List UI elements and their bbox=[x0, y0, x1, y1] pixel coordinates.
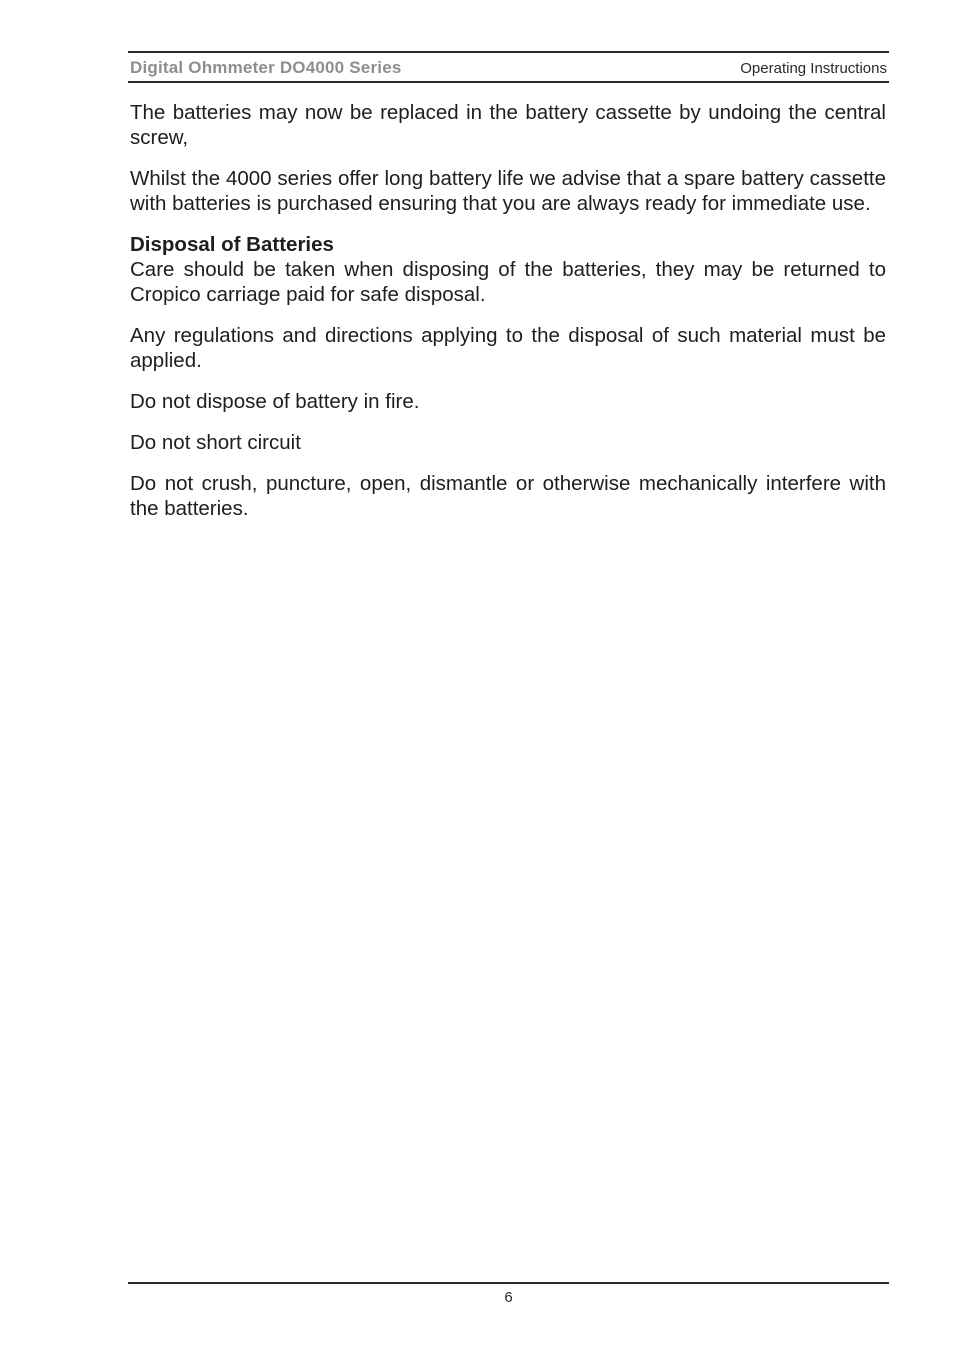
paragraph-regulations: Any regulations and directions applying to the disposal of such material must be applied. bbox=[130, 324, 886, 372]
document-subtitle: Operating Instructions bbox=[740, 60, 887, 77]
paragraph-no-short-circuit: Do not short circuit bbox=[130, 431, 301, 454]
disposal-section bbox=[130, 232, 886, 307]
page-footer bbox=[128, 1282, 889, 1306]
page-header bbox=[128, 51, 889, 83]
page-content bbox=[130, 100, 886, 537]
paragraph-spare-cassette: Whilst the 4000 series offer long battery life we advise that a spare battery cassette with batteries is purchased ensuring that you are always ready for immediate use. bbox=[130, 167, 886, 215]
paragraph-replace-batteries: The batteries may now be replaced in the battery cassette by undoing the central screw, bbox=[130, 101, 886, 149]
document-title: Digital Ohmmeter DO4000 Series bbox=[130, 58, 402, 77]
section-heading-disposal: Disposal of Batteries bbox=[130, 233, 334, 256]
paragraph-disposal-care: Care should be taken when disposing of the batteries, they may be returned to Cropico carriage paid for safe disposal. bbox=[130, 258, 886, 306]
paragraph-no-fire: Do not dispose of battery in fire. bbox=[130, 390, 420, 413]
paragraph-no-crush: Do not crush, puncture, open, dismantle or otherwise mechanically interfere with the batteries. bbox=[130, 472, 886, 520]
page-number: 6 bbox=[504, 1289, 513, 1306]
